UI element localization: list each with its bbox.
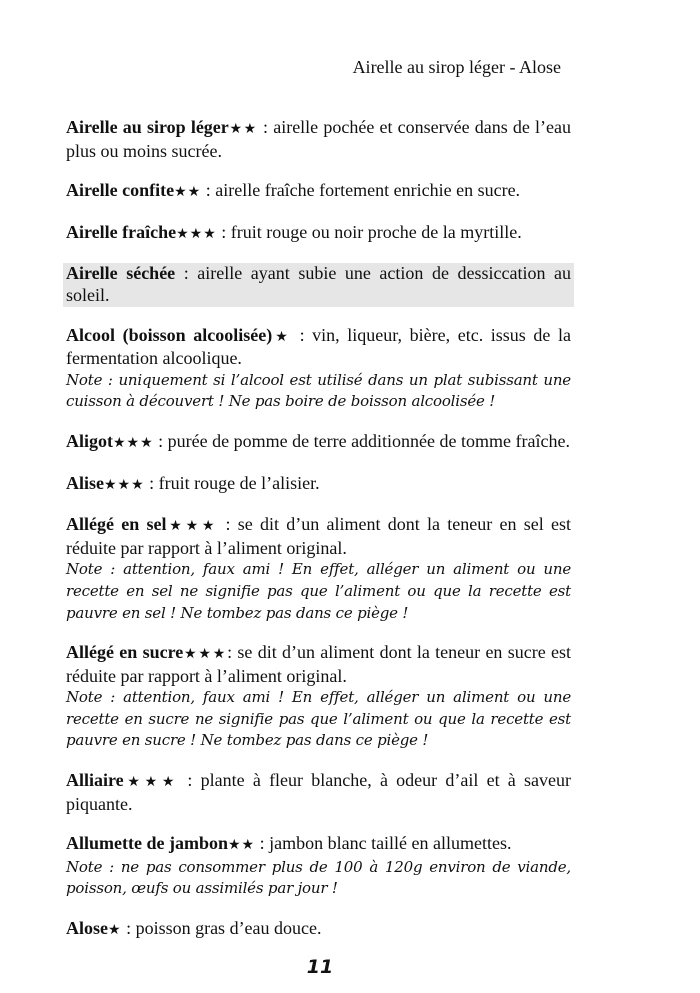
entry-definition: : airelle fraîche fortement enrichie en sucre. — [201, 180, 521, 201]
entry-term: Allégé en sucre — [66, 642, 184, 663]
entry-term: Allégé en sel — [66, 514, 167, 535]
entry-definition: : plante à fleur blanche, à odeur d’ail et à saveur piquante. — [66, 770, 571, 814]
page-number: 11 — [306, 956, 334, 978]
dictionary-entry — [66, 325, 571, 413]
dictionary-entry — [66, 222, 571, 246]
rating-stars-icon: ★★ — [174, 185, 202, 201]
entry-note: Note : attention, faux ami ! En effet, alléger un aliment ou une recette en sucre ne signifie pas que l’aliment ou que la recette est pauvre en sucre ! Ne tombez pas dans ce piège ! — [66, 688, 571, 750]
entry-definition: : fruit rouge ou noir proche de la myrtille. — [216, 221, 522, 242]
rating-stars-icon: ★★★ — [176, 226, 217, 242]
entry-term: Alcool (boisson alcoolisée) — [66, 324, 273, 345]
entry-term: Airelle séchée — [66, 263, 176, 284]
rating-stars-icon: ★★★ — [123, 775, 180, 791]
rating-stars-icon: ★★★ — [104, 477, 145, 493]
entry-term: Alose — [66, 918, 108, 939]
running-header: Airelle au sirop léger - Alose — [352, 57, 561, 77]
rating-stars-icon: ★★★ — [166, 519, 219, 535]
entry-note: Note : attention, faux ami ! En effet, alléger un aliment ou une recette en sel ne signifie pas que l’aliment ou que la recette est pauvre en sel ! Ne tombez pas dans ce piège ! — [66, 560, 571, 622]
rating-stars-icon: ★★ — [228, 122, 258, 137]
entry-definition: : poisson gras d’eau douce. — [121, 918, 322, 939]
entry-term: Airelle fraîche — [66, 221, 177, 242]
entry-term: Allumette de jambon — [66, 833, 228, 854]
entry-definition: : se dit d’un aliment dont la teneur en sel est réduite par rapport à l’aliment original. — [66, 514, 571, 558]
entry-note: Note : ne pas consommer plus de 100 à 120g environ de viande, poisson, œufs ou assimilés par jour ! — [66, 857, 571, 898]
entry-definition: : airelle ayant subie une action de dessiccation au soleil. — [66, 263, 571, 305]
entry-term: Airelle confite — [66, 180, 175, 201]
entry-term: Airelle au sirop léger — [66, 117, 229, 137]
dictionary-entry — [63, 263, 574, 306]
dictionary-entry — [66, 770, 571, 815]
entry-definition: : vin, liqueur, bière, etc. issus de la fermentation alcoolique. — [66, 324, 571, 369]
dictionary-entry — [66, 514, 571, 624]
entry-term: Aligot — [66, 430, 113, 451]
rating-stars-icon: ★★★ — [183, 647, 228, 663]
entry-note: Note : uniquement si l’alcool est utilisé dans un plat subissant une cuisson à découvert ! Ne pas boire de boisson alcoolisée ! — [66, 370, 571, 411]
rating-stars-icon: ★ — [108, 923, 122, 939]
rating-stars-icon: ★★ — [227, 838, 256, 854]
entry-definition: : airelle pochée et conservée dans de l’eau plus ou moins sucrée. — [66, 117, 572, 161]
dictionary-entry — [66, 117, 571, 162]
entry-definition: : se dit d’un aliment dont la teneur en sucre est réduite par rapport à l’aliment original. — [66, 642, 572, 686]
entry-definition: : jambon blanc taillé en allumettes. — [255, 833, 512, 854]
rating-stars-icon: ★★★ — [113, 435, 154, 451]
dictionary-entry — [66, 642, 571, 752]
entry-definition: : purée de pomme de terre additionnée de tomme fraîche. — [153, 430, 570, 451]
entry-term: Alliaire — [66, 770, 124, 791]
dictionary-entry — [66, 473, 571, 497]
dictionary-entry — [66, 180, 571, 204]
entry-definition: : fruit rouge de l’alisier. — [144, 472, 320, 493]
dictionary-entry — [66, 833, 571, 900]
dictionary-entries — [66, 117, 571, 960]
rating-stars-icon: ★ — [272, 329, 292, 345]
dictionary-entry — [66, 918, 571, 942]
dictionary-entry — [66, 431, 571, 455]
entry-term: Alise — [66, 472, 104, 493]
